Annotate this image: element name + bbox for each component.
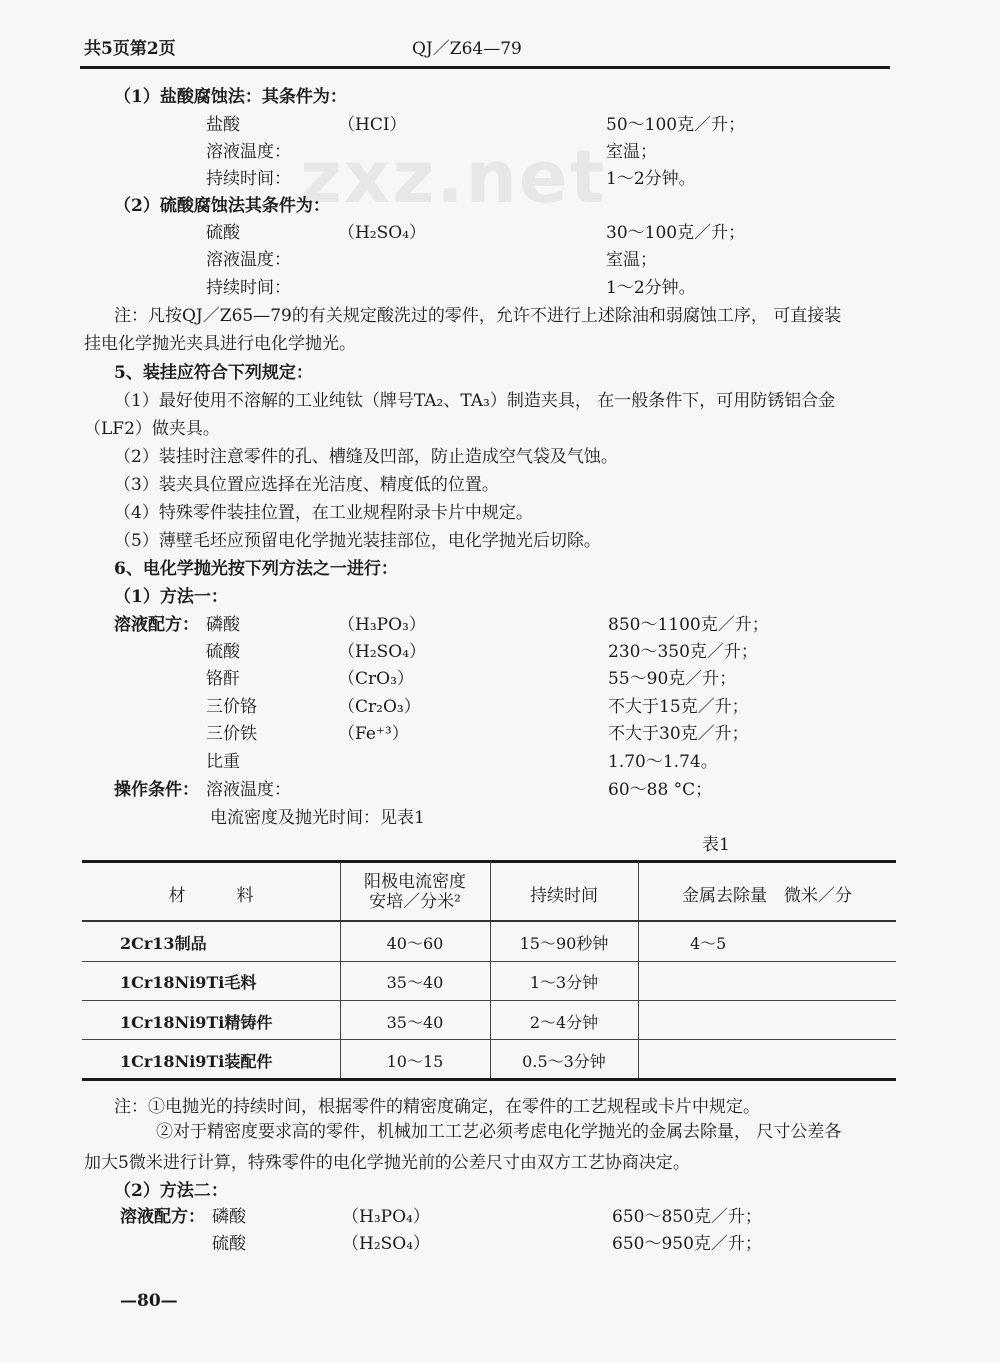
h2so4-row-value: 1～2分钟。 <box>606 278 696 298</box>
method1-row-formula: （Cr₂O₃） <box>338 697 421 717</box>
method1-row-formula: （H₂SO₄） <box>338 642 427 662</box>
table-caption: 表1 <box>702 835 730 855</box>
th-current-line1: 阳极电流密度 <box>364 872 466 892</box>
note2-line3: 加大5微米进行计算，特殊零件的电化学抛光前的公差尺寸由双方工艺协商决定。 <box>84 1153 690 1173</box>
h2so4-row-name: 溶液温度： <box>206 250 291 270</box>
method1-row-name: 铬酐 <box>206 669 240 689</box>
h2so4-row-value: 30～100克／升； <box>606 223 746 243</box>
method1-row-name: 硫酸 <box>206 642 240 662</box>
table-top-rule <box>82 860 896 863</box>
method1-row-name: 磷酸 <box>206 615 240 635</box>
method2-row-formula: （H₃PO₄） <box>342 1207 430 1227</box>
hcl-row-value: 50～100克／升； <box>606 115 746 135</box>
h2so4-row-formula: （H₂SO₄） <box>338 223 427 243</box>
method2-row-name: 磷酸 <box>212 1207 246 1227</box>
hcl-row-value: 1～2分钟。 <box>606 169 696 189</box>
table-bottom-rule <box>82 1078 896 1081</box>
method1-row-formula: （H₃PO₃） <box>338 615 426 635</box>
method2-row-value: 650～850克／升； <box>612 1207 762 1227</box>
table-row-material: 1Cr18Ni9Ti装配件 <box>120 1052 273 1071</box>
th-removal: 金属去除量 微米／分 <box>682 886 852 906</box>
table-row-rule <box>82 1039 896 1040</box>
header-rule <box>80 66 890 69</box>
note2-line1: 注：①电抛光的持续时间，根据零件的精密度确定，在零件的工艺规程或卡片中规定。 <box>114 1097 760 1117</box>
hcl-row-name: 盐酸 <box>206 115 240 135</box>
operating-label: 操作条件： <box>114 780 199 800</box>
hcl-row-formula: （HCI） <box>338 115 407 135</box>
table-row-current: 35～40 <box>386 973 444 992</box>
note2-line2: ②对于精密度要求高的零件，机械加工工艺必须考虑电化学抛光的金属去除量， 尺寸公差各 <box>156 1122 842 1142</box>
item5-p2: （2）装挂时注意零件的孔、槽缝及凹部，防止造成空气袋及气蚀。 <box>114 447 618 467</box>
h2so4-row-value: 室温； <box>606 250 657 270</box>
method1-title: （1）方法一： <box>114 587 228 607</box>
item6-title: 6、电化学抛光按下列方法之一进行： <box>114 559 398 579</box>
method2-title: （2）方法二： <box>114 1181 228 1201</box>
table-header-rule <box>82 920 896 922</box>
item5-p4: （4）特殊零件装挂位置，在工业规程附录卡片中规定。 <box>114 503 533 523</box>
table-row-duration: 15～90秒钟 <box>519 934 609 953</box>
item5-p1-line2: （LF2）做夹具。 <box>84 419 220 439</box>
method1-row-value: 55～90克／升； <box>608 669 737 689</box>
table-row-current: 35～40 <box>386 1013 444 1032</box>
method1-row-value: 230～350克／升； <box>608 642 758 662</box>
method2-row-name: 硫酸 <box>212 1234 246 1254</box>
h2so4-section-title: （2）硫酸腐蚀法其条件为： <box>114 196 330 216</box>
table-row-duration: 1～3分钟 <box>529 973 599 992</box>
table-row-current: 40～60 <box>386 934 444 953</box>
op-temp-value: 60～88 °C； <box>608 780 713 800</box>
method1-row-formula: （Fe⁺³） <box>338 724 409 744</box>
op-current-text: 电流密度及抛光时间：见表1 <box>210 808 425 828</box>
item5-title: 5、装挂应符合下列规定： <box>114 363 313 383</box>
table-row-removal: 4～5 <box>690 934 727 953</box>
method1-row-value: 850～1100克／升； <box>608 615 769 635</box>
standard-code: QJ／Z64—79 <box>412 39 522 59</box>
method1-row-name: 比重 <box>206 752 240 772</box>
page-number: —80— <box>120 1291 178 1311</box>
table-row-material: 1Cr18Ni9Ti毛料 <box>120 973 257 992</box>
th-duration: 持续时间 <box>530 886 598 906</box>
item5-p3: （3）装夹具位置应选择在光洁度、精度低的位置。 <box>114 475 499 495</box>
th-current <box>340 872 490 912</box>
table-row-material: 1Cr18Ni9Ti精铸件 <box>120 1013 273 1032</box>
page-count: 共5页第2页 <box>84 39 176 59</box>
op-temp-label: 溶液温度： <box>206 780 291 800</box>
hcl-row-value: 室温； <box>606 142 657 162</box>
hcl-row-name: 溶液温度： <box>206 142 291 162</box>
watermark: zxz.net <box>300 135 607 219</box>
table-row-duration: 2～4分钟 <box>529 1013 599 1032</box>
method2-solution-label: 溶液配方： <box>120 1207 205 1227</box>
table-row-current: 10～15 <box>386 1052 444 1071</box>
method1-row-name: 三价铁 <box>206 724 257 744</box>
note1-line2: 挂电化学抛光夹具进行电化学抛光。 <box>84 334 356 354</box>
method2-row-formula: （H₂SO₄） <box>342 1234 431 1254</box>
h2so4-row-name: 持续时间： <box>206 278 291 298</box>
method1-row-formula: （CrO₃） <box>338 669 414 689</box>
method1-row-value: 不大于15克／升； <box>608 697 749 717</box>
hcl-section-title: （1）盐酸腐蚀法：其条件为： <box>114 87 347 107</box>
method1-row-name: 三价铬 <box>206 697 257 717</box>
th-current-line2: 安培／分米² <box>369 892 461 912</box>
table-row-material: 2Cr13制品 <box>120 934 207 953</box>
h2so4-row-name: 硫酸 <box>206 223 240 243</box>
table-row-rule <box>82 961 896 962</box>
item5-p1-line1: （1）最好使用不溶解的工业纯钛（牌号TA₂、TA₃）制造夹具， 在一般条件下，可用防锈铝合金 <box>114 391 836 411</box>
method2-row-value: 650～950克／升； <box>612 1234 762 1254</box>
note1-line1: 注：凡按QJ／Z65—79的有关规定酸洗过的零件，允许不进行上述除油和弱腐蚀工序， 可直接装 <box>114 306 842 326</box>
table-row-rule <box>82 1000 896 1001</box>
th-material: 材 料 <box>168 886 254 906</box>
table-row-duration: 0.5～3分钟 <box>522 1052 606 1071</box>
hcl-row-name: 持续时间： <box>206 169 291 189</box>
item5-p5: （5）薄壁毛坯应预留电化学抛光装挂部位，电化学抛光后切除。 <box>114 531 601 551</box>
solution-label: 溶液配方： <box>114 615 199 635</box>
method1-row-value: 不大于30克／升； <box>608 724 749 744</box>
method1-row-value: 1.70～1.74。 <box>608 752 718 772</box>
